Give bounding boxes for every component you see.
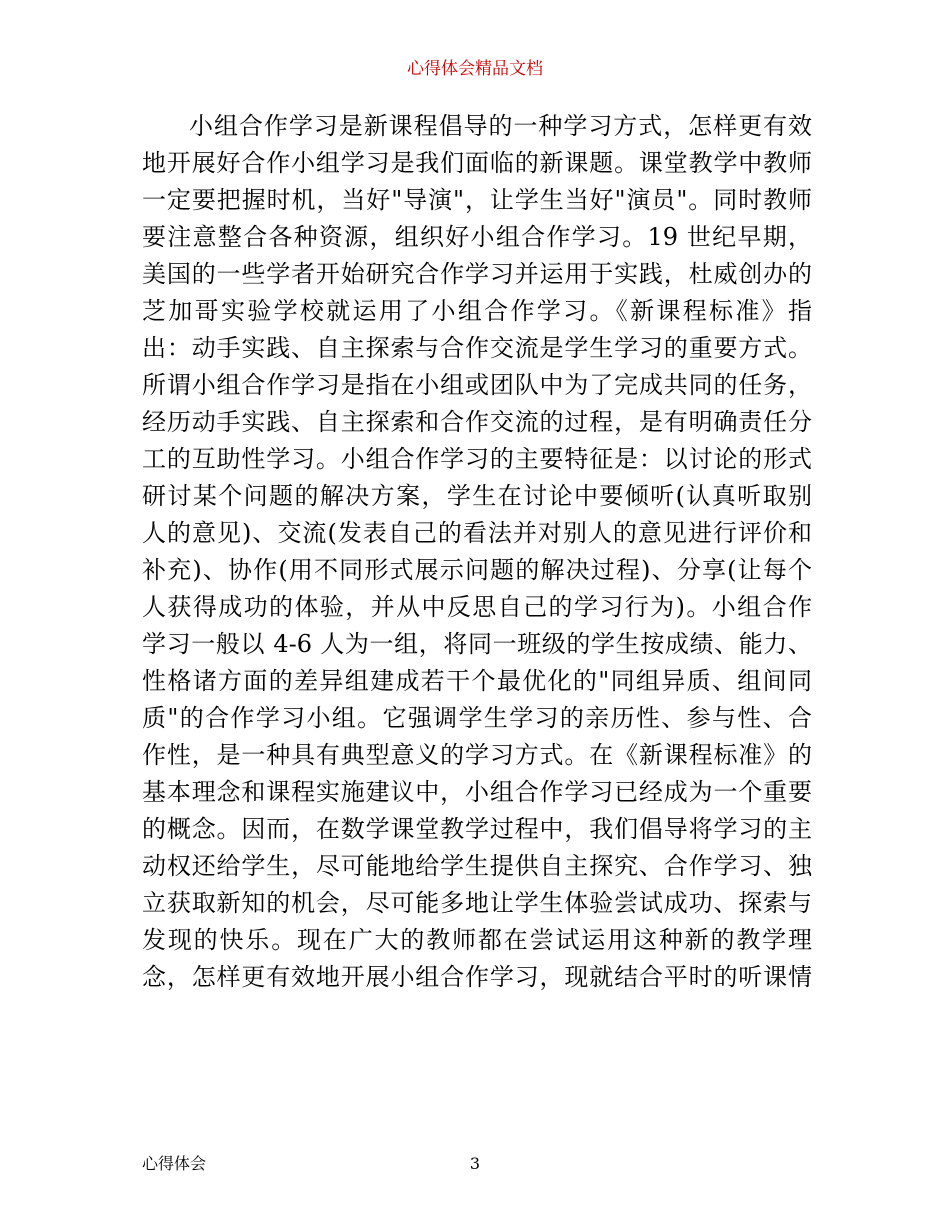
paragraph-line: 作性，是一种具有典型意义的学习方式。在《新课程标准》的 xyxy=(142,741,812,769)
paragraph-line: 立获取新知的机会，尽可能多地让学生体验尝试成功、探索与 xyxy=(142,889,812,917)
paragraph-line: 补充)、协作(用不同形式展示问题的解决过程)、分享(让每个 xyxy=(142,556,812,584)
paragraph-line: 人获得成功的体验，并从中反思自己的学习行为)。小组合作 xyxy=(142,593,812,621)
body-paragraph xyxy=(142,108,812,996)
paragraph-line: 要注意整合各种资源，组织好小组合作学习。19 世纪早期， xyxy=(142,223,812,251)
paragraph-line: 学习一般以 4-6 人为一组，将同一班级的学生按成绩、能力、 xyxy=(142,630,812,658)
page-number: 3 xyxy=(469,1154,481,1173)
footer-label: 心得体会 xyxy=(142,1154,207,1173)
paragraph-line: 美国的一些学者开始研究合作学习并运用于实践，杜威创办的 xyxy=(142,260,812,288)
paragraph-line: 出：动手实践、自主探索与合作交流是学生学习的重要方式。 xyxy=(142,334,812,362)
paragraph-line: 念，怎样更有效地开展小组合作学习，现就结合平时的听课情 xyxy=(142,963,812,991)
paragraph-line: 经历动手实践、自主探索和合作交流的过程，是有明确责任分 xyxy=(142,408,812,436)
paragraph-line: 所谓小组合作学习是指在小组或团队中为了完成共同的任务， xyxy=(142,371,812,399)
paragraph-line: 的概念。因而，在数学课堂教学过程中，我们倡导将学习的主 xyxy=(142,815,812,843)
paragraph-line: 基本理念和课程实施建议中，小组合作学习已经成为一个重要 xyxy=(142,778,812,806)
paragraph-line: 性格诸方面的差异组建成若干个最优化的"同组异质、组间同 xyxy=(142,667,812,695)
paragraph-line: 芝加哥实验学校就运用了小组合作学习。《新课程标准》指 xyxy=(142,297,812,325)
paragraph-line: 动权还给学生，尽可能地给学生提供自主探究、合作学习、独 xyxy=(142,852,812,880)
paragraph-line: 人的意见)、交流(发表自己的看法并对别人的意见进行评价和 xyxy=(142,519,812,547)
paragraph-line: 工的互助性学习。小组合作学习的主要特征是：以讨论的形式 xyxy=(142,445,812,473)
paragraph-line: 发现的快乐。现在广大的教师都在尝试运用这种新的教学理 xyxy=(142,926,812,954)
paragraph-line: 研讨某个问题的解决方案，学生在讨论中要倾听(认真听取别 xyxy=(142,482,812,510)
paragraph-line: 一定要把握时机，当好"导演"，让学生当好"演员"。同时教师 xyxy=(142,186,812,214)
paragraph-line: 小组合作学习是新课程倡导的一种学习方式，怎样更有效 xyxy=(189,112,812,140)
page-header-title: 心得体会精品文档 xyxy=(407,59,543,79)
paragraph-line: 地开展好合作小组学习是我们面临的新课题。课堂教学中教师 xyxy=(142,149,812,177)
paragraph-line: 质"的合作学习小组。它强调学生学习的亲历性、参与性、合 xyxy=(142,704,812,732)
